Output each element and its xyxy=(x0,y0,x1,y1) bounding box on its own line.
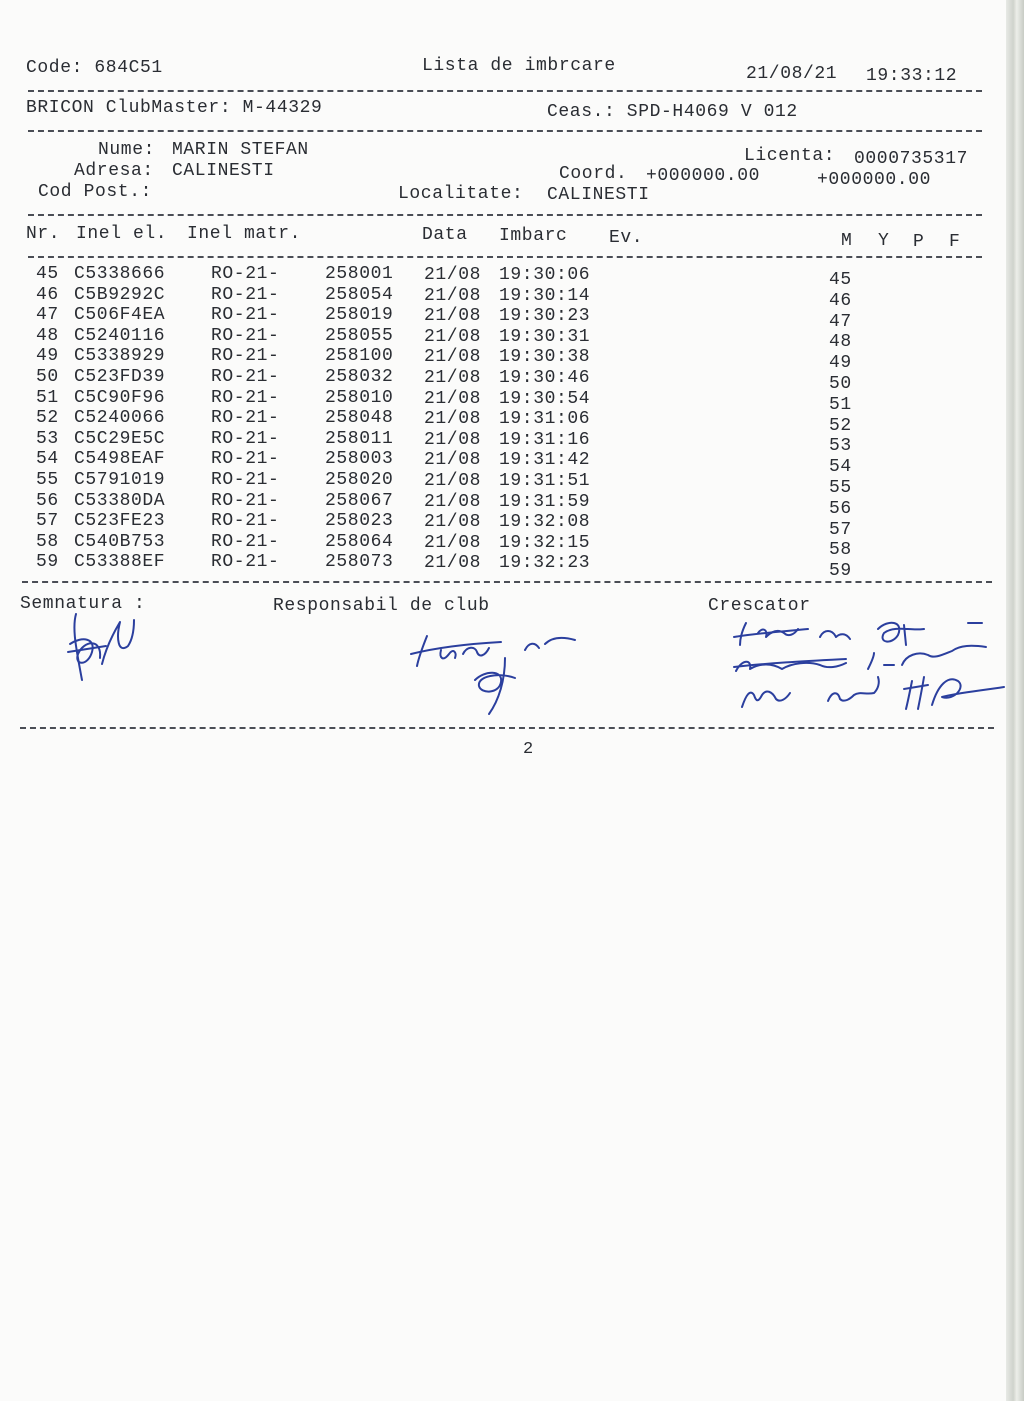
owner-locality: CALINESTI xyxy=(547,185,650,205)
basketing-date: 21/08 xyxy=(424,409,482,430)
ring-number: 258011 xyxy=(325,428,394,449)
basketing-time: 19:32:15 xyxy=(499,532,591,553)
basketing-date: 21/08 xyxy=(424,553,482,574)
column-header-y: Y xyxy=(878,231,890,251)
ring-prefix: RO-21- xyxy=(211,428,280,449)
m-value: 53 xyxy=(829,436,852,457)
license-number: 0000735317 xyxy=(854,149,969,169)
electronic-ring: C5791019 xyxy=(74,470,166,490)
row-number: 58 xyxy=(36,531,59,552)
table-row xyxy=(0,408,1000,436)
basketing-time: 19:31:42 xyxy=(499,450,591,471)
table-row xyxy=(0,305,1000,332)
ring-prefix: RO-21- xyxy=(211,367,280,387)
m-value: 54 xyxy=(829,457,852,478)
ring-number: 258001 xyxy=(325,264,394,284)
basketing-time: 19:30:38 xyxy=(499,347,591,368)
row-number: 51 xyxy=(36,387,59,408)
ring-number: 258064 xyxy=(325,531,394,552)
table-row xyxy=(0,470,1000,498)
basketing-date: 21/08 xyxy=(424,285,482,306)
basketing-date: 21/08 xyxy=(424,450,482,471)
row-number: 57 xyxy=(36,511,59,532)
m-value: 49 xyxy=(829,353,852,374)
m-value: 46 xyxy=(829,290,852,311)
column-header-m: M xyxy=(841,231,853,251)
ring-prefix: RO-21- xyxy=(211,490,280,511)
row-number: 52 xyxy=(36,408,59,429)
ring-number: 258003 xyxy=(325,449,394,470)
basketing-time: 19:30:31 xyxy=(499,326,591,347)
breeder-label: Crescator xyxy=(708,596,811,616)
ring-number: 258010 xyxy=(325,387,394,408)
basketing-date: 21/08 xyxy=(424,491,482,512)
ring-number: 258020 xyxy=(325,470,394,490)
table-row xyxy=(0,387,1000,415)
electronic-ring: C5240116 xyxy=(74,325,166,346)
basketing-time: 19:31:51 xyxy=(499,471,591,491)
club-responsible-label: Responsabil de club xyxy=(273,596,490,616)
m-value: 51 xyxy=(829,394,852,415)
handwritten-signature-3 xyxy=(728,615,1008,720)
row-number: 48 xyxy=(36,325,59,346)
electronic-ring: C506F4EA xyxy=(74,305,166,326)
basketing-date: 21/08 xyxy=(424,347,482,368)
divider xyxy=(28,130,982,132)
basketing-time: 19:30:14 xyxy=(499,285,591,306)
column-header-imbarc: Imbarc xyxy=(499,226,568,246)
divider xyxy=(28,214,982,216)
table-row xyxy=(0,511,1000,540)
column-header-inel-matr: Inel matr. xyxy=(187,224,302,244)
ring-prefix: RO-21- xyxy=(211,449,280,470)
basketing-time: 19:31:16 xyxy=(499,429,591,450)
ring-number: 258055 xyxy=(325,325,394,346)
column-header-f: F xyxy=(949,232,961,252)
table-row xyxy=(0,264,1000,290)
row-number: 59 xyxy=(36,552,59,573)
ring-prefix: RO-21- xyxy=(211,346,280,367)
address-label: Adresa: xyxy=(74,161,154,181)
table-row xyxy=(0,449,1000,478)
ring-prefix: RO-21- xyxy=(211,284,280,305)
ring-number: 258048 xyxy=(325,408,394,429)
ring-prefix: RO-21- xyxy=(211,511,280,532)
handwritten-signature-2 xyxy=(405,630,585,720)
ring-prefix: RO-21- xyxy=(211,387,280,408)
name-label: Nume: xyxy=(98,140,156,160)
divider xyxy=(28,90,982,92)
signature-label: Semnatura : xyxy=(20,594,146,614)
electronic-ring: C5C29E5C xyxy=(74,428,166,449)
table-row xyxy=(0,367,1000,394)
basketing-time: 19:30:06 xyxy=(499,265,591,285)
clock-id: Ceas.: SPD-H4069 V 012 xyxy=(547,102,798,122)
m-value: 50 xyxy=(829,374,852,394)
m-value: 48 xyxy=(829,332,852,353)
table-row xyxy=(0,552,1000,582)
basketing-date: 21/08 xyxy=(424,368,482,388)
divider xyxy=(28,256,982,258)
owner-address: CALINESTI xyxy=(172,161,275,181)
table-row xyxy=(0,428,1000,457)
paper-stack-edge xyxy=(1006,0,1024,1401)
coord-label: Coord. xyxy=(559,164,628,184)
basketing-time: 19:30:23 xyxy=(499,306,591,327)
table-row xyxy=(0,346,1000,374)
basketing-date: 21/08 xyxy=(424,326,482,347)
electronic-ring: C523FE23 xyxy=(74,511,166,532)
row-number: 50 xyxy=(36,367,59,387)
owner-name: MARIN STEFAN xyxy=(172,140,309,160)
basketing-time: 19:30:54 xyxy=(499,388,591,409)
clubmaster-id: BRICON ClubMaster: M-44329 xyxy=(26,98,323,118)
ring-number: 258100 xyxy=(325,346,394,367)
ring-number: 258067 xyxy=(325,490,394,511)
basketing-date: 21/08 xyxy=(424,471,482,491)
basketing-time: 19:32:23 xyxy=(499,553,591,574)
print-time: 19:33:12 xyxy=(866,66,958,86)
electronic-ring: C5240066 xyxy=(74,408,166,429)
electronic-ring: C53388EF xyxy=(74,552,166,573)
electronic-ring: C5338929 xyxy=(74,346,166,367)
row-number: 55 xyxy=(36,470,59,490)
m-value: 57 xyxy=(829,519,852,540)
row-number: 53 xyxy=(36,428,59,449)
row-number: 46 xyxy=(36,284,59,305)
document-code: Code: 684C51 xyxy=(26,58,163,78)
row-number: 49 xyxy=(36,346,59,367)
m-value: 59 xyxy=(829,561,852,582)
ring-prefix: RO-21- xyxy=(211,305,280,326)
table-row xyxy=(0,284,1000,311)
handwritten-signature-1 xyxy=(62,608,142,688)
table-row xyxy=(0,325,1000,353)
ring-number: 258032 xyxy=(325,367,394,387)
basketing-date: 21/08 xyxy=(424,265,482,285)
m-value: 58 xyxy=(829,540,852,561)
basketing-time: 19:30:46 xyxy=(499,368,591,388)
m-value: 52 xyxy=(829,415,852,436)
column-header-p: P xyxy=(913,232,925,252)
basketing-time: 19:32:08 xyxy=(499,512,591,533)
m-value: 56 xyxy=(829,498,852,519)
ring-prefix: RO-21- xyxy=(211,470,280,490)
m-value: 47 xyxy=(829,311,852,332)
basketing-date: 21/08 xyxy=(424,306,482,327)
divider xyxy=(22,581,992,583)
basketing-date: 21/08 xyxy=(424,388,482,409)
license-label: Licenta: xyxy=(744,146,836,166)
electronic-ring: C5338666 xyxy=(74,264,166,284)
basketing-date: 21/08 xyxy=(424,429,482,450)
row-number: 56 xyxy=(36,490,59,511)
print-date: 21/08/21 xyxy=(746,64,838,84)
electronic-ring: C53380DA xyxy=(74,490,166,511)
column-header-data: Data xyxy=(422,225,468,245)
basketing-time: 19:31:06 xyxy=(499,409,591,430)
ring-prefix: RO-21- xyxy=(211,552,280,573)
row-number: 47 xyxy=(36,305,59,326)
divider xyxy=(20,727,994,729)
table-row xyxy=(0,531,1000,561)
postcode-label: Cod Post.: xyxy=(38,182,153,202)
electronic-ring: C523FD39 xyxy=(74,367,166,387)
column-header-ev: Ev. xyxy=(609,228,644,248)
coord-y: +000000.00 xyxy=(817,170,932,190)
ring-number: 258023 xyxy=(325,511,394,532)
m-value: 45 xyxy=(829,270,852,290)
column-header-inel-el: Inel el. xyxy=(76,224,168,244)
basketing-date: 21/08 xyxy=(424,532,482,553)
basketing-time: 19:31:59 xyxy=(499,491,591,512)
m-value: 55 xyxy=(829,478,852,498)
electronic-ring: C5498EAF xyxy=(74,449,166,470)
row-number: 54 xyxy=(36,449,59,470)
page-number: 2 xyxy=(523,740,534,759)
locality-label: Localitate: xyxy=(398,184,524,204)
row-number: 45 xyxy=(36,264,59,284)
document-title: Lista de imbrcare xyxy=(422,56,616,76)
ring-prefix: RO-21- xyxy=(211,264,280,284)
electronic-ring: C5B9292C xyxy=(74,284,166,305)
ring-prefix: RO-21- xyxy=(211,531,280,552)
ring-number: 258054 xyxy=(325,284,394,305)
coord-x: +000000.00 xyxy=(646,166,761,186)
electronic-ring: C540B753 xyxy=(74,531,166,552)
basketing-date: 21/08 xyxy=(424,512,482,533)
column-header-nr: Nr. xyxy=(26,224,61,244)
ring-prefix: RO-21- xyxy=(211,325,280,346)
electronic-ring: C5C90F96 xyxy=(74,387,166,408)
ring-prefix: RO-21- xyxy=(211,408,280,429)
ring-number: 258019 xyxy=(325,305,394,326)
table-row xyxy=(0,490,1000,519)
ring-number: 258073 xyxy=(325,552,394,573)
